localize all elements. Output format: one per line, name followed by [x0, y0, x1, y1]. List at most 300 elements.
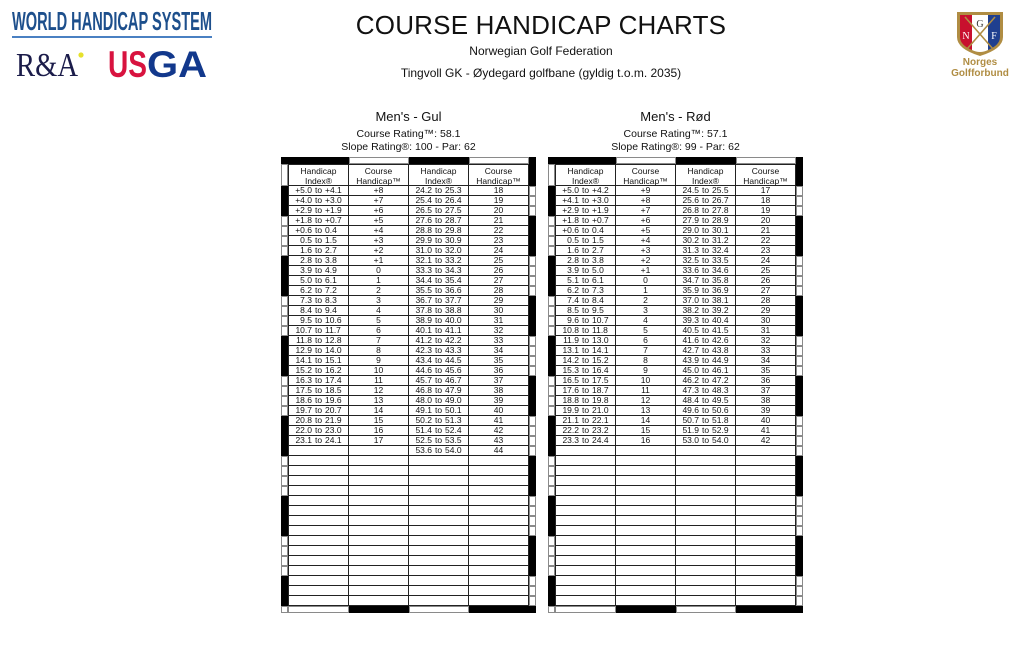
right-side-marker — [529, 556, 536, 566]
course-handicap-value: 30 — [493, 305, 504, 315]
left-side-marker — [548, 556, 555, 566]
left-side-marker — [281, 336, 288, 346]
top-band-segment — [281, 157, 288, 164]
course-handicap-cell — [349, 516, 409, 526]
index-to: 51.3 — [445, 415, 462, 425]
index-from: 33.3 — [415, 265, 432, 275]
range-separator: to — [314, 215, 323, 225]
index-to: +1.9 — [592, 205, 609, 215]
handicap-index-range-cell — [676, 586, 736, 596]
index-from: 32.5 — [682, 255, 699, 265]
handicap-index-range-cell — [288, 576, 349, 586]
course-handicap-value: 18 — [760, 195, 771, 205]
left-side-marker — [548, 306, 555, 316]
handicap-index-range-cell — [676, 506, 736, 516]
range-separator: to — [701, 255, 710, 265]
index-from: 31.3 — [682, 245, 699, 255]
index-from: 41.2 — [415, 335, 432, 345]
index-from: 45.0 — [682, 365, 699, 375]
range-separator: to — [314, 405, 323, 415]
bottom-band-segment — [676, 606, 736, 613]
whs-logo-underline — [12, 36, 212, 38]
right-side-marker — [529, 336, 536, 346]
index-from: 24.2 — [415, 185, 432, 195]
range-separator: to — [581, 315, 590, 325]
course-handicap-value: 31 — [760, 325, 771, 335]
index-from: +5.0 — [295, 185, 312, 195]
index-from: 10.7 — [295, 325, 312, 335]
left-side-marker — [548, 216, 555, 226]
index-from: 50.7 — [682, 415, 699, 425]
range-separator: to — [434, 335, 443, 345]
course-handicap-value: 4 — [376, 305, 381, 315]
left-side-marker — [548, 386, 555, 396]
index-to: 15.1 — [325, 355, 342, 365]
right-side-marker — [529, 206, 536, 216]
index-to: 42.2 — [445, 335, 462, 345]
course-handicap-value: 28 — [760, 295, 771, 305]
handicap-index-range-cell — [555, 476, 616, 486]
course-handicap-table-mens-rod — [548, 157, 803, 613]
right-side-marker — [796, 566, 803, 576]
course-handicap-value: 41 — [493, 415, 504, 425]
course-handicap-value: 3 — [643, 305, 648, 315]
range-separator: to — [701, 405, 710, 415]
index-from: 7.3 — [300, 295, 312, 305]
course-handicap-cell — [616, 476, 676, 486]
right-side-marker — [529, 366, 536, 376]
index-to: 44.5 — [445, 355, 462, 365]
handicap-index-header — [555, 164, 616, 186]
right-side-marker — [529, 356, 536, 366]
right-side-marker — [796, 446, 803, 456]
index-to: 15.2 — [592, 355, 609, 365]
course-handicap-cell — [616, 486, 676, 496]
right-side-marker — [529, 466, 536, 476]
course-handicap-value: 39 — [760, 405, 771, 415]
course-handicap-value: +5 — [373, 215, 384, 225]
course-handicap-value: +6 — [640, 215, 651, 225]
left-side-marker — [548, 526, 555, 536]
index-to: 0.4 — [592, 225, 604, 235]
course-handicap-value: 16 — [373, 425, 384, 435]
usga-logo — [106, 44, 210, 85]
course-handicap-value: +7 — [640, 205, 651, 215]
left-side-marker — [281, 246, 288, 256]
course-handicap-cell — [349, 436, 409, 446]
bottom-band-segment — [349, 606, 409, 613]
index-to: 23.0 — [325, 425, 342, 435]
handicap-index-range-cell — [409, 466, 469, 476]
course-name: Tingvoll GK - Øydegard golfbane (gyldig t.o.m. 2035) — [400, 66, 682, 80]
index-to: 29.8 — [445, 225, 462, 235]
course-handicap-value: 2 — [643, 295, 648, 305]
index-to: 14.1 — [592, 345, 609, 355]
course-handicap-cell — [616, 496, 676, 506]
left-side-marker — [281, 406, 288, 416]
range-separator: to — [701, 335, 710, 345]
index-to: 54.0 — [445, 445, 462, 455]
range-separator: to — [314, 355, 323, 365]
index-to: 8.4 — [592, 295, 604, 305]
index-to: 46.1 — [712, 365, 729, 375]
handicap-index-range-cell — [555, 526, 616, 536]
course-handicap-cell — [469, 556, 529, 566]
usga-logo-text-red: US — [108, 44, 147, 85]
index-from: 35.9 — [682, 285, 699, 295]
index-to: 25.5 — [712, 185, 729, 195]
index-from: 45.7 — [415, 375, 432, 385]
index-from: 35.5 — [415, 285, 432, 295]
handicap-index-range-cell — [555, 496, 616, 506]
index-from: 2.8 — [567, 255, 579, 265]
left-side-marker — [548, 446, 555, 456]
left-side-marker — [548, 396, 555, 406]
left-side-marker — [281, 586, 288, 596]
handicap-index-range-cell — [555, 536, 616, 546]
left-side-marker — [281, 216, 288, 226]
right-side-marker — [796, 496, 803, 506]
bottom-band-segment — [548, 606, 555, 613]
index-to: 32.4 — [712, 245, 729, 255]
right-side-marker — [529, 296, 536, 306]
index-to: 42.6 — [712, 335, 729, 345]
left-side-marker — [281, 536, 288, 546]
index-from: 9.5 — [300, 315, 312, 325]
range-separator: to — [581, 215, 590, 225]
index-from: 43.4 — [415, 355, 432, 365]
handicap-index-header — [288, 164, 349, 186]
range-separator: to — [314, 295, 323, 305]
handicap-index-range-cell — [409, 596, 469, 606]
left-side-marker — [281, 476, 288, 486]
handicap-index-range-cell — [676, 476, 736, 486]
right-side-marker — [529, 526, 536, 536]
right-side-marker — [796, 266, 803, 276]
right-side-marker — [529, 286, 536, 296]
left-side-marker — [281, 516, 288, 526]
index-from: 49.6 — [682, 405, 699, 415]
course-handicap-value: 2 — [376, 285, 381, 295]
left-side-marker — [281, 196, 288, 206]
course-handicap-value: 44 — [493, 445, 504, 455]
index-to: 14.0 — [325, 345, 342, 355]
left-side-marker — [281, 186, 288, 196]
course-handicap-cell — [469, 486, 529, 496]
course-handicap-header — [469, 164, 529, 186]
index-to: 25.3 — [445, 185, 462, 195]
range-separator: to — [434, 285, 443, 295]
handicap-index-range-cell — [409, 526, 469, 536]
range-separator: to — [434, 345, 443, 355]
handicap-index-range-cell — [409, 586, 469, 596]
range-separator: to — [581, 225, 590, 235]
right-side-marker — [529, 596, 536, 606]
right-side-marker — [529, 566, 536, 576]
range-separator: to — [434, 195, 443, 205]
range-separator: to — [314, 395, 323, 405]
right-side-marker — [796, 216, 803, 226]
course-handicap-value: 20 — [493, 205, 504, 215]
index-to: +3.0 — [592, 195, 609, 205]
left-side-marker — [548, 566, 555, 576]
course-handicap-value: +6 — [373, 205, 384, 215]
index-from: 11.8 — [296, 335, 312, 345]
course-handicap-value: 33 — [760, 345, 771, 355]
course-handicap-value: 25 — [760, 265, 771, 275]
course-handicap-cell — [349, 466, 409, 476]
handicap-index-range-cell — [555, 446, 616, 456]
left-side-marker — [281, 366, 288, 376]
right-side-marker — [796, 206, 803, 216]
handicap-index-range-cell — [676, 436, 736, 446]
range-separator: to — [701, 225, 710, 235]
course-handicap-cell — [616, 516, 676, 526]
index-to: 28.9 — [712, 215, 729, 225]
left-side-marker — [281, 206, 288, 216]
handicap-index-range-cell — [409, 456, 469, 466]
handicap-index-range-cell — [409, 576, 469, 586]
right-side-marker — [529, 236, 536, 246]
index-to: 35.8 — [712, 275, 729, 285]
course-handicap-value: 28 — [493, 285, 504, 295]
right-side-marker — [529, 536, 536, 546]
range-separator: to — [701, 205, 710, 215]
course-handicap-value: 5 — [376, 315, 381, 325]
course-handicap-value: 26 — [760, 275, 771, 285]
left-side-marker — [548, 186, 555, 196]
index-from: +2.9 — [295, 205, 312, 215]
index-to: 49.0 — [445, 395, 462, 405]
handicap-index-range-cell — [555, 546, 616, 556]
course-handicap-value: 19 — [760, 205, 771, 215]
right-side-marker — [796, 556, 803, 566]
index-from: 10.8 — [562, 325, 579, 335]
bottom-band-segment — [555, 606, 616, 613]
right-side-marker — [529, 246, 536, 256]
handicap-index-range-cell — [288, 556, 349, 566]
index-from: 51.4 — [415, 425, 432, 435]
index-from: 42.7 — [682, 345, 699, 355]
course-handicap-cell — [616, 456, 676, 466]
range-separator: to — [314, 305, 323, 315]
course-handicap-value: +8 — [373, 185, 384, 195]
course-handicap-cell — [349, 526, 409, 536]
left-side-marker — [548, 516, 555, 526]
course-handicap-value: 20 — [760, 215, 771, 225]
index-from: 21.1 — [562, 415, 579, 425]
left-side-marker — [281, 386, 288, 396]
handicap-index-range-cell — [555, 576, 616, 586]
course-handicap-value: 35 — [493, 355, 504, 365]
index-from: 53.6 — [415, 445, 432, 455]
left-side-marker — [548, 206, 555, 216]
range-separator: to — [434, 425, 443, 435]
index-to: 49.5 — [712, 395, 729, 405]
handicap-index-range-cell — [409, 536, 469, 546]
range-separator: to — [701, 305, 710, 315]
right-side-marker — [796, 396, 803, 406]
handicap-index-range-cell — [555, 566, 616, 576]
index-to: 10.6 — [325, 315, 342, 325]
range-separator: to — [434, 215, 443, 225]
bottom-band-segment — [281, 606, 288, 613]
handicap-index-range-cell — [288, 536, 349, 546]
course-handicap-cell — [736, 526, 796, 536]
range-separator: to — [581, 185, 590, 195]
index-to: 26.4 — [445, 195, 462, 205]
index-from: 14.1 — [295, 355, 312, 365]
index-to: 46.7 — [445, 375, 462, 385]
index-from: 24.5 — [682, 185, 699, 195]
handicap-index-range-cell — [555, 506, 616, 516]
index-to: 33.2 — [445, 255, 462, 265]
handicap-index-range-cell — [409, 546, 469, 556]
left-side-marker — [548, 486, 555, 496]
handicap-index-range-cell — [676, 466, 736, 476]
course-rating-mens-gul: Course Rating™: 58.1 — [356, 128, 461, 140]
index-from: 49.1 — [415, 405, 432, 415]
index-to: 23.2 — [592, 425, 609, 435]
range-separator: to — [581, 295, 590, 305]
course-handicap-value: 36 — [760, 375, 771, 385]
course-handicap-table-mens-gul — [281, 157, 536, 613]
handicap-index-range-cell — [555, 586, 616, 596]
index-to: 41.5 — [712, 325, 729, 335]
index-from: 51.9 — [682, 425, 699, 435]
right-side-marker — [796, 416, 803, 426]
course-handicap-value: 9 — [376, 355, 381, 365]
range-separator: to — [581, 385, 590, 395]
course-handicap-value: +1 — [640, 265, 651, 275]
course-handicap-value: 29 — [760, 305, 771, 315]
index-to: 32.0 — [445, 245, 462, 255]
index-from: 38.9 — [415, 315, 432, 325]
ra-logo — [14, 44, 86, 84]
index-from: 43.9 — [682, 355, 699, 365]
course-handicap-value: 25 — [493, 255, 504, 265]
course-handicap-header — [616, 164, 676, 186]
range-separator: to — [581, 425, 590, 435]
index-from: 19.9 — [562, 405, 579, 415]
range-separator: to — [434, 405, 443, 415]
range-separator: to — [701, 375, 710, 385]
handicap-index-range-cell — [676, 576, 736, 586]
right-side-marker — [529, 486, 536, 496]
course-handicap-cell — [736, 446, 796, 456]
course-handicap-value: 32 — [493, 325, 504, 335]
range-separator: to — [701, 315, 710, 325]
left-side-marker — [281, 296, 288, 306]
left-side-marker — [281, 286, 288, 296]
index-from: 27.6 — [415, 215, 432, 225]
course-handicap-cell — [736, 516, 796, 526]
index-to: 18.5 — [325, 385, 342, 395]
right-side-marker — [529, 164, 536, 186]
course-handicap-value: 18 — [493, 185, 504, 195]
right-side-marker — [796, 456, 803, 466]
index-to: +0.7 — [592, 215, 609, 225]
range-separator: to — [701, 215, 710, 225]
handicap-index-range-cell — [288, 566, 349, 576]
right-side-marker — [796, 336, 803, 346]
index-from: +1.8 — [295, 215, 312, 225]
index-from: 1.6 — [300, 245, 312, 255]
course-handicap-cell — [469, 466, 529, 476]
course-handicap-cell — [469, 496, 529, 506]
header-line: Course — [484, 166, 513, 176]
ngf-logo-line1: Norges — [962, 57, 998, 68]
range-separator: to — [701, 265, 710, 275]
index-from: 13.1 — [562, 345, 579, 355]
ra-logo-text: R&A — [16, 47, 79, 84]
index-from: 26.8 — [682, 205, 699, 215]
index-to: 51.8 — [712, 415, 729, 425]
range-separator: to — [701, 325, 710, 335]
header-line: Index® — [691, 176, 720, 186]
top-band-segment — [555, 157, 616, 164]
index-from: 37.0 — [682, 295, 699, 305]
handicap-index-range-cell — [288, 546, 349, 556]
right-side-marker — [796, 536, 803, 546]
index-from: 32.1 — [415, 255, 432, 265]
course-handicap-value: 21 — [493, 215, 504, 225]
course-handicap-value: 16 — [640, 435, 651, 445]
top-band-segment — [676, 157, 736, 164]
course-handicap-value: 37 — [493, 375, 504, 385]
index-to: 8.3 — [325, 295, 337, 305]
range-separator: to — [581, 395, 590, 405]
course-handicap-value: +3 — [640, 245, 651, 255]
course-handicap-value: 43 — [493, 435, 504, 445]
handicap-index-range-cell — [555, 456, 616, 466]
page-subtitle: Norwegian Golf Federation — [469, 44, 613, 58]
header-line: Handicap — [420, 166, 457, 176]
course-handicap-cell — [736, 436, 796, 446]
course-handicap-value: 3 — [376, 295, 381, 305]
index-from: 25.6 — [682, 195, 699, 205]
course-handicap-value: 19 — [493, 195, 504, 205]
range-separator: to — [581, 365, 590, 375]
bottom-band-segment — [469, 606, 529, 613]
course-handicap-cell — [349, 506, 409, 516]
left-side-marker — [281, 426, 288, 436]
index-to: 21.0 — [592, 405, 609, 415]
index-to: 36.6 — [445, 285, 462, 295]
left-side-marker — [281, 276, 288, 286]
course-handicap-value: 39 — [493, 395, 504, 405]
course-handicap-value: 5 — [643, 325, 648, 335]
range-separator: to — [701, 385, 710, 395]
handicap-index-range-cell — [409, 566, 469, 576]
index-from: 23.1 — [295, 435, 312, 445]
top-band-segment — [796, 157, 803, 164]
handicap-index-range-cell — [409, 516, 469, 526]
range-separator: to — [314, 275, 323, 285]
course-handicap-cell — [469, 506, 529, 516]
handicap-index-header — [676, 164, 736, 186]
course-handicap-value: +4 — [640, 235, 651, 245]
range-separator: to — [701, 345, 710, 355]
range-separator: to — [581, 195, 590, 205]
right-side-marker — [796, 506, 803, 516]
right-side-marker — [796, 316, 803, 326]
header-line: Course — [751, 166, 780, 176]
index-to: 39.2 — [712, 305, 729, 315]
range-separator: to — [434, 295, 443, 305]
index-to: 50.1 — [445, 405, 462, 415]
range-separator: to — [434, 385, 443, 395]
